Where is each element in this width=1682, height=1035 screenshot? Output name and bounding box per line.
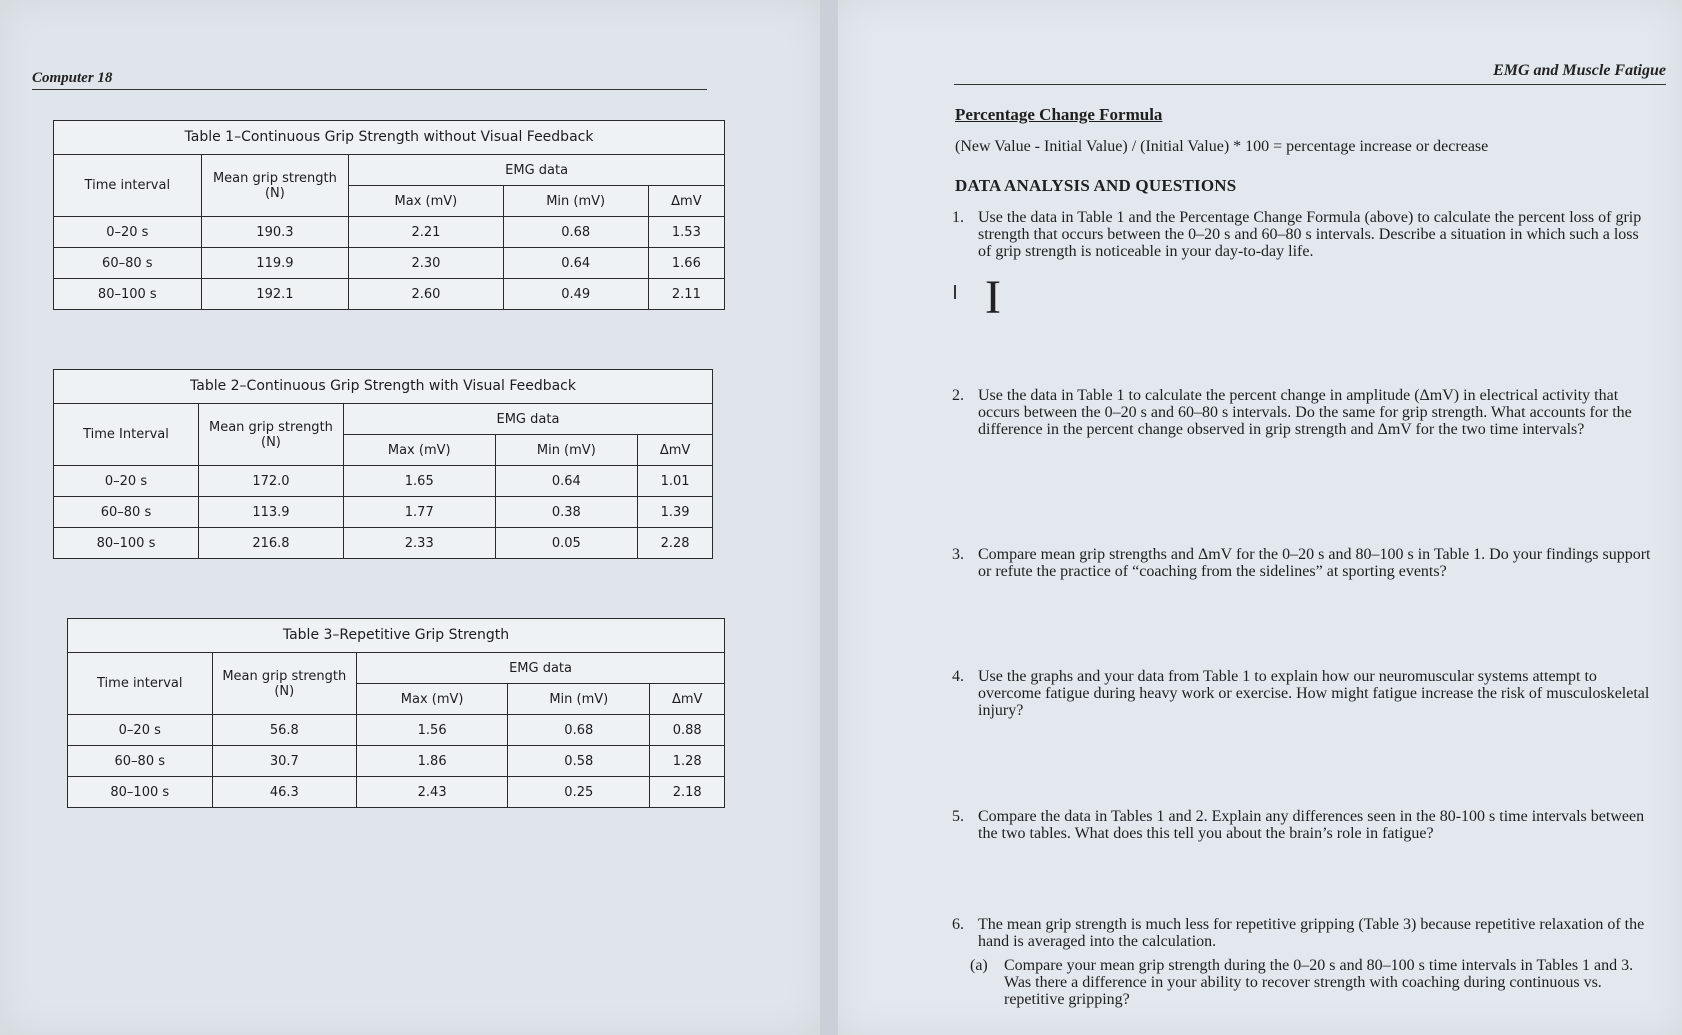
col-header-emg: EMG data — [357, 653, 725, 684]
table-cell: 0.68 — [508, 715, 650, 746]
table-3 — [67, 618, 725, 808]
table-cell: 0–20 s — [54, 466, 199, 497]
col-header-min: Min (mV) — [508, 684, 650, 715]
col-header-time: Time interval — [54, 155, 202, 217]
table-cell: 1.01 — [638, 466, 713, 497]
table-cell: 2.33 — [343, 528, 495, 559]
table-cell: 216.8 — [198, 528, 343, 559]
question-text: Use the data in Table 1 and the Percentage Change Formula (above) to calculate the percent loss of grip strength that occurs between the 0–20 s and 60–80 s intervals. Describe a situation in which such a loss of grip strength is noticeable in your day-to-day life. — [978, 209, 1642, 260]
table-row — [54, 279, 725, 310]
table-cell: 0–20 s — [54, 217, 202, 248]
question-text: The mean grip strength is much less for repetitive gripping (Table 3) because repetitive relaxation of the hand is averaged into the calculation. — [978, 916, 1645, 950]
table-caption: Table 3–Repetitive Grip Strength — [68, 619, 725, 653]
table-cell: 60–80 s — [54, 497, 199, 528]
col-header-min: Min (mV) — [495, 435, 638, 466]
col-header-delta: ΔmV — [638, 435, 713, 466]
table-cell: 2.11 — [648, 279, 724, 310]
table-cell: 80–100 s — [54, 279, 202, 310]
col-header-delta: ΔmV — [650, 684, 725, 715]
question-1 — [952, 209, 1652, 260]
text-cursor — [954, 285, 956, 299]
table-row — [68, 715, 725, 746]
col-header-mean: Mean grip strength (N) — [198, 404, 343, 466]
table-cell: 80–100 s — [54, 528, 199, 559]
table-cell: 0.68 — [503, 217, 648, 248]
table-cell: 2.21 — [349, 217, 503, 248]
question-4 — [952, 668, 1652, 719]
question-text: Compare mean grip strengths and ΔmV for the 0–20 s and 80–100 s in Table 1. Do your findings support or refute the practice of “coaching from the sidelines” at sporting events? — [978, 546, 1651, 580]
table-cell: 0.38 — [495, 497, 638, 528]
formula-title: Percentage Change Formula — [955, 105, 1163, 124]
page-header-left: Computer 18 — [32, 70, 707, 90]
col-header-mean: Mean grip strength (N) — [212, 653, 357, 715]
table-cell: 1.86 — [357, 746, 508, 777]
table-cell: 0.64 — [503, 248, 648, 279]
table-cell: 0.49 — [503, 279, 648, 310]
col-header-mean: Mean grip strength (N) — [201, 155, 349, 217]
table-caption: Table 2–Continuous Grip Strength with Visual Feedback — [54, 370, 713, 404]
table-cell: 1.56 — [357, 715, 508, 746]
question-text: Use the data in Table 1 to calculate the percent change in amplitude (ΔmV) in electrical activity that occurs between the 0–20 s and 60–80 s intervals. Do the same for grip strength. What accounts for the difference in the percent change observed in grip strength and ΔmV for the two time intervals? — [978, 387, 1632, 438]
table-cell: 1.53 — [648, 217, 724, 248]
question-number: 5. — [952, 808, 964, 825]
col-header-emg: EMG data — [343, 404, 712, 435]
question-text: Compare the data in Tables 1 and 2. Explain any differences seen in the 80-100 s time intervals between the two tables. What does this tell you about the brain’s role in fatigue? — [978, 808, 1645, 842]
table-1 — [53, 120, 725, 310]
table-cell: 60–80 s — [68, 746, 213, 777]
question-text: Compare your mean grip strength during the 0–20 s and 80–100 s time intervals in Tables 1 and 3. Was there a difference in your ability to recover strength with coaching during continuous vs. repetitive gripping? — [1004, 957, 1634, 1008]
table-2 — [53, 369, 713, 559]
question-5 — [952, 808, 1652, 842]
col-header-max: Max (mV) — [357, 684, 508, 715]
col-header-min: Min (mV) — [503, 186, 648, 217]
table-cell: 0.88 — [650, 715, 725, 746]
table-caption: Table 1–Continuous Grip Strength without Visual Feedback — [54, 121, 725, 155]
table-cell: 2.30 — [349, 248, 503, 279]
question-number: 2. — [952, 387, 964, 404]
question-number: 4. — [952, 668, 964, 685]
table-cell: 0.05 — [495, 528, 638, 559]
table-cell: 1.28 — [650, 746, 725, 777]
table-row — [54, 466, 713, 497]
col-header-max: Max (mV) — [349, 186, 503, 217]
table-cell: 0–20 s — [68, 715, 213, 746]
question-number: 1. — [952, 209, 964, 226]
table-row — [54, 248, 725, 279]
table-cell: 1.65 — [343, 466, 495, 497]
table-cell: 1.66 — [648, 248, 724, 279]
table-cell: 0.58 — [508, 746, 650, 777]
table-cell: 30.7 — [212, 746, 357, 777]
col-header-time: Time Interval — [54, 404, 199, 466]
table-cell: 80–100 s — [68, 777, 213, 808]
table-cell: 172.0 — [198, 466, 343, 497]
question-number: 6. — [952, 916, 964, 933]
col-header-delta: ΔmV — [648, 186, 724, 217]
table-cell: 192.1 — [201, 279, 349, 310]
question-6a — [970, 957, 1650, 1008]
table-row — [54, 497, 713, 528]
question-text: Use the graphs and your data from Table 1 to explain how our neuromuscular systems attempt to overcome fatigue during heavy work or exercise. How might fatigue increase the risk of musculoskeletal injury? — [978, 668, 1650, 719]
table-cell: 2.60 — [349, 279, 503, 310]
table-cell: 60–80 s — [54, 248, 202, 279]
ibeam-cursor-icon: I — [985, 271, 1001, 324]
page-header-right: EMG and Muscle Fatigue — [954, 62, 1666, 85]
table-cell: 46.3 — [212, 777, 357, 808]
table-row — [54, 217, 725, 248]
col-header-max: Max (mV) — [343, 435, 495, 466]
table-cell: 113.9 — [198, 497, 343, 528]
table-row — [68, 746, 725, 777]
col-header-time: Time interval — [68, 653, 213, 715]
table-cell: 1.77 — [343, 497, 495, 528]
question-2 — [952, 387, 1652, 438]
table-cell: 0.25 — [508, 777, 650, 808]
table-cell: 56.8 — [212, 715, 357, 746]
table-cell: 2.28 — [638, 528, 713, 559]
col-header-emg: EMG data — [349, 155, 725, 186]
table-cell: 119.9 — [201, 248, 349, 279]
question-6 — [952, 916, 1652, 950]
table-cell: 2.43 — [357, 777, 508, 808]
table-cell: 0.64 — [495, 466, 638, 497]
section-title: DATA ANALYSIS AND QUESTIONS — [955, 176, 1237, 195]
formula-text: (New Value - Initial Value) / (Initial Value) * 100 = percentage increase or decrease — [955, 138, 1489, 155]
table-cell: 190.3 — [201, 217, 349, 248]
table-cell: 2.18 — [650, 777, 725, 808]
question-number: (a) — [970, 957, 988, 974]
question-3 — [952, 546, 1652, 580]
table-cell: 1.39 — [638, 497, 713, 528]
question-number: 3. — [952, 546, 964, 563]
table-row — [54, 528, 713, 559]
table-row — [68, 777, 725, 808]
